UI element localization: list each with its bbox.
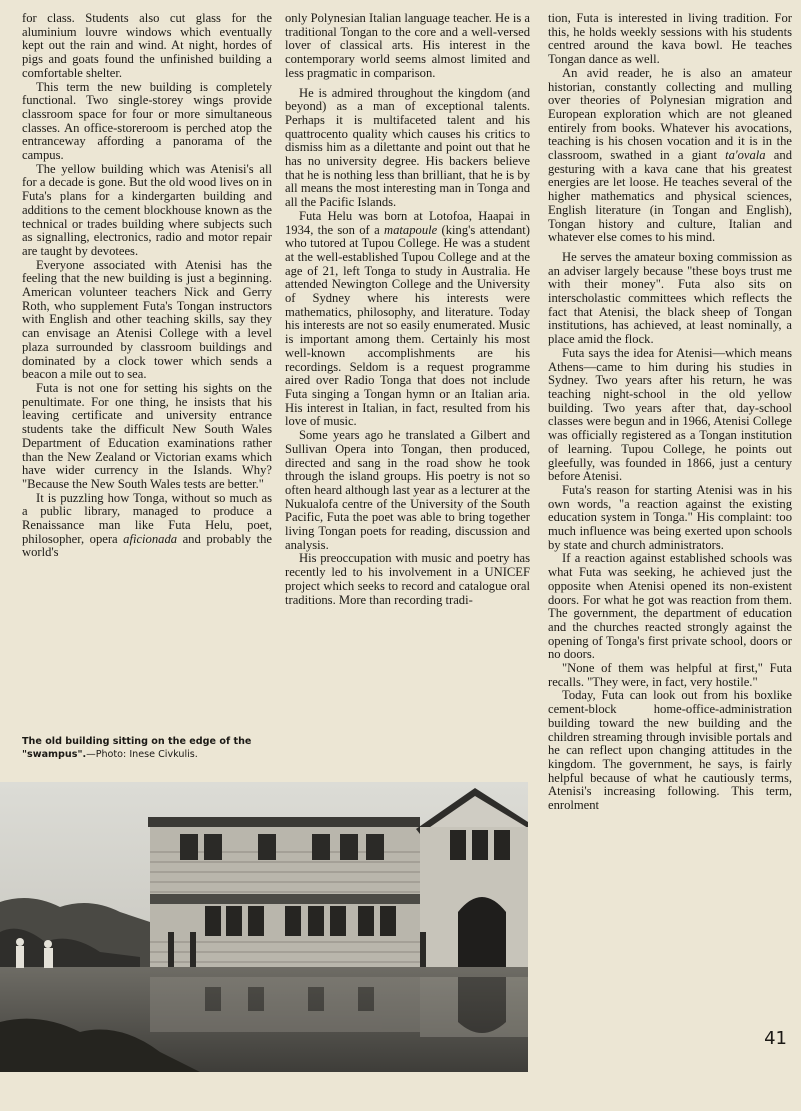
paragraph — [548, 67, 792, 245]
paragraph: He serves the amateur boxing commission as an adviser largely because "these boys trust me with their money". Futa also sits on interscholastic committees which reflects the fact that Atenisi, the black sheep of Tongan institutions, has achieved, at least nominally, a place amid the flock. — [548, 249, 792, 347]
paragraph: only Polynesian Italian language teacher. He is a traditional Tongan to the core and a well-versed lover of classical arts. His interest in the contemporary world seems almost limited and less pragmatic in comparison. — [285, 11, 530, 80]
paragraph: Futa says the idea for Atenisi—which means Athens—came to him during his studies in Sydney. Two years after his return, he was teaching night-school in the old yellow building. Two years after that, day-school classes were begun and in 1966, Atenisi College was officially registered as a Tongan institution of learning. Tupou College, he points out gleefully, was founded in 1866, just a century before Atenisi. — [548, 345, 792, 484]
page-number: 41 — [764, 1028, 787, 1049]
photo-caption — [22, 735, 272, 761]
article-column-2 — [285, 12, 530, 607]
text-run: Futa Helu was born at Lotofoa, Haapai in 1934, the son of a — [285, 208, 530, 237]
paragraph: This term the new building is completely functional. Two single-storey wings provide classroom space for four or more simultaneous classes. An office-storeroom is perched atop the entranceway affording a panorama of the campus. — [22, 79, 272, 163]
photo-illustration — [0, 782, 528, 1072]
paragraph: If a reaction against established schools was what Futa was seeking, he achieved just the opposite when Atenisi opened its non-existent doors. For what he got was reaction from them. The government, the department of education and the churches reacted strongly against the opening of Tonga's first private school, doors or no doors. — [548, 551, 792, 662]
italic-term: aficionada — [123, 531, 178, 546]
text-run: and gesturing with a kava cane that his greatest energies are let loose. He teaches several of the higher mathematics and physical sciences, English literature (in Tongan and English), Tongan history and culture, Italian and whatever else comes to his mind. — [548, 148, 792, 245]
caption-text: The old building sitting on the edge of the "swampus". — [22, 736, 252, 760]
italic-term: matapoule — [384, 222, 438, 237]
paragraph: Futa's reason for starting Atenisi was in his own words, "a reaction against the existing education system in Tonga." His complaint: too much influence was being exerted upon schools by state and church administrators. — [548, 482, 792, 552]
paragraph — [285, 210, 530, 429]
paragraph: "None of them was helpful at first," Futa recalls. "They were, in fact, very hostile." — [548, 661, 792, 689]
photo-credit: —Photo: Inese Civkulis. — [86, 749, 198, 760]
text-run: (king's attendant) who tutored at Tupou College. He was a student at the well-established Tupou College and at the age of 21, left Tonga to study in Australia. He attended Newington College and the University of Sydney where his interests were mathematics, philosophy, and literature. Today his interests are not so easily enumerated. Music is important among them. Certainly his most well-known accomplishments are his recordings. Seldom is a request programme aired over Radio Tonga that does not include Futa singing a Tongan hymn or an Italian aria. His interest in Italian, in fact, resulted from his love of music. — [285, 222, 530, 429]
paragraph: The yellow building which was Atenisi's all for a decade is gone. But the old wood lives on in Futa's plans for a kindergarten building and additions to the cement blockhouse known as the technical or trades building where subjects such as signalling, electronics, radio and motor repair are taught by devotees. — [22, 161, 272, 258]
paragraph: for class. Students also cut glass for the aluminium louvre windows which eventually kept out the rain and wind. At night, hordes of pigs and goats found the unfinished building a comfortable shelter. — [22, 11, 272, 80]
photo-old-building — [0, 782, 528, 1072]
text-run: It is puzzling how Tonga, without so much as a public library, managed to produce a Renaissance man like Futa Helu, poet, philosopher, opera — [22, 490, 272, 546]
italic-term: ta'ovala — [725, 148, 766, 163]
paragraph: Everyone associated with Atenisi has the feeling that the new building is just a beginning. American volunteer teachers Nick and Gerry Roth, who supplement Futa's Tongan instructors with English and other teaching skills, say they can envisage an Atenisi College with a level plaza surrounded by classroom buildings and dominated by a clock tower which sends a beacon a mile out to sea. — [22, 257, 272, 382]
article-column-1 — [22, 12, 272, 560]
paragraph: tion, Futa is interested in living tradition. For this, he holds weekly sessions with his students centred around the kava bowl. He teaches Tongan dance as well. — [548, 11, 792, 67]
paragraph — [22, 492, 272, 561]
article-column-3 — [548, 12, 792, 813]
paragraph: Some years ago he translated a Gilbert and Sullivan Opera into Tongan, then produced, directed and sang in the road show he took through the island groups. His poetry is not so often heard although last year as a lecturer at the Nukualofa centre of the University of the South Pacific, Futa the poet was able to bring together living Tongan poets for reading, discussion and analysis. — [285, 428, 530, 552]
text-run: An avid reader, he is also an amateur historian, constantly collecting and mulling over theories of Polynesian migration and European exploration which are not gleaned entirely from books. Whatever his avocations, teaching is his chosen vocation and it is in the classroom, swathed in a giant — [548, 65, 792, 163]
paragraph: He is admired throughout the kingdom (and beyond) as a man of exceptional talents. Perhaps it is multifaceted talent and his quattrocento quality which causes his critics to dismiss him as a dilettante and point out that he has no university degree. His backers believe that he is nothing less than brilliant, that he is by all means the most interesting man in Tonga and all the Pacific Islands. — [285, 85, 530, 210]
paragraph: Today, Futa can look out from his boxlike cement-block home-office-administration building toward the new building and the children streaming through invisible portals and he can reflect upon changing attitudes in the kingdom. The government, he says, is fairly helpful because of what he cautiously terms, Atenisi's increasing following. This term, enrolment — [548, 688, 792, 813]
paragraph: His preoccupation with music and poetry has recently led to his involvement in a UNICEF project which seeks to record and catalogue oral traditions. More than recording tradi- — [285, 551, 530, 607]
paragraph: Futa is not one for setting his sights on the penultimate. For one thing, he insists that his leaving certificate and university entrance students take the difficult New South Wales Department of Education examinations rather than the New Zealand or Victorian exams which have wider currency in the Islands. Why? "Because the New South Wales tests are better." — [22, 380, 272, 491]
text-run: and probably the world's — [22, 531, 273, 560]
